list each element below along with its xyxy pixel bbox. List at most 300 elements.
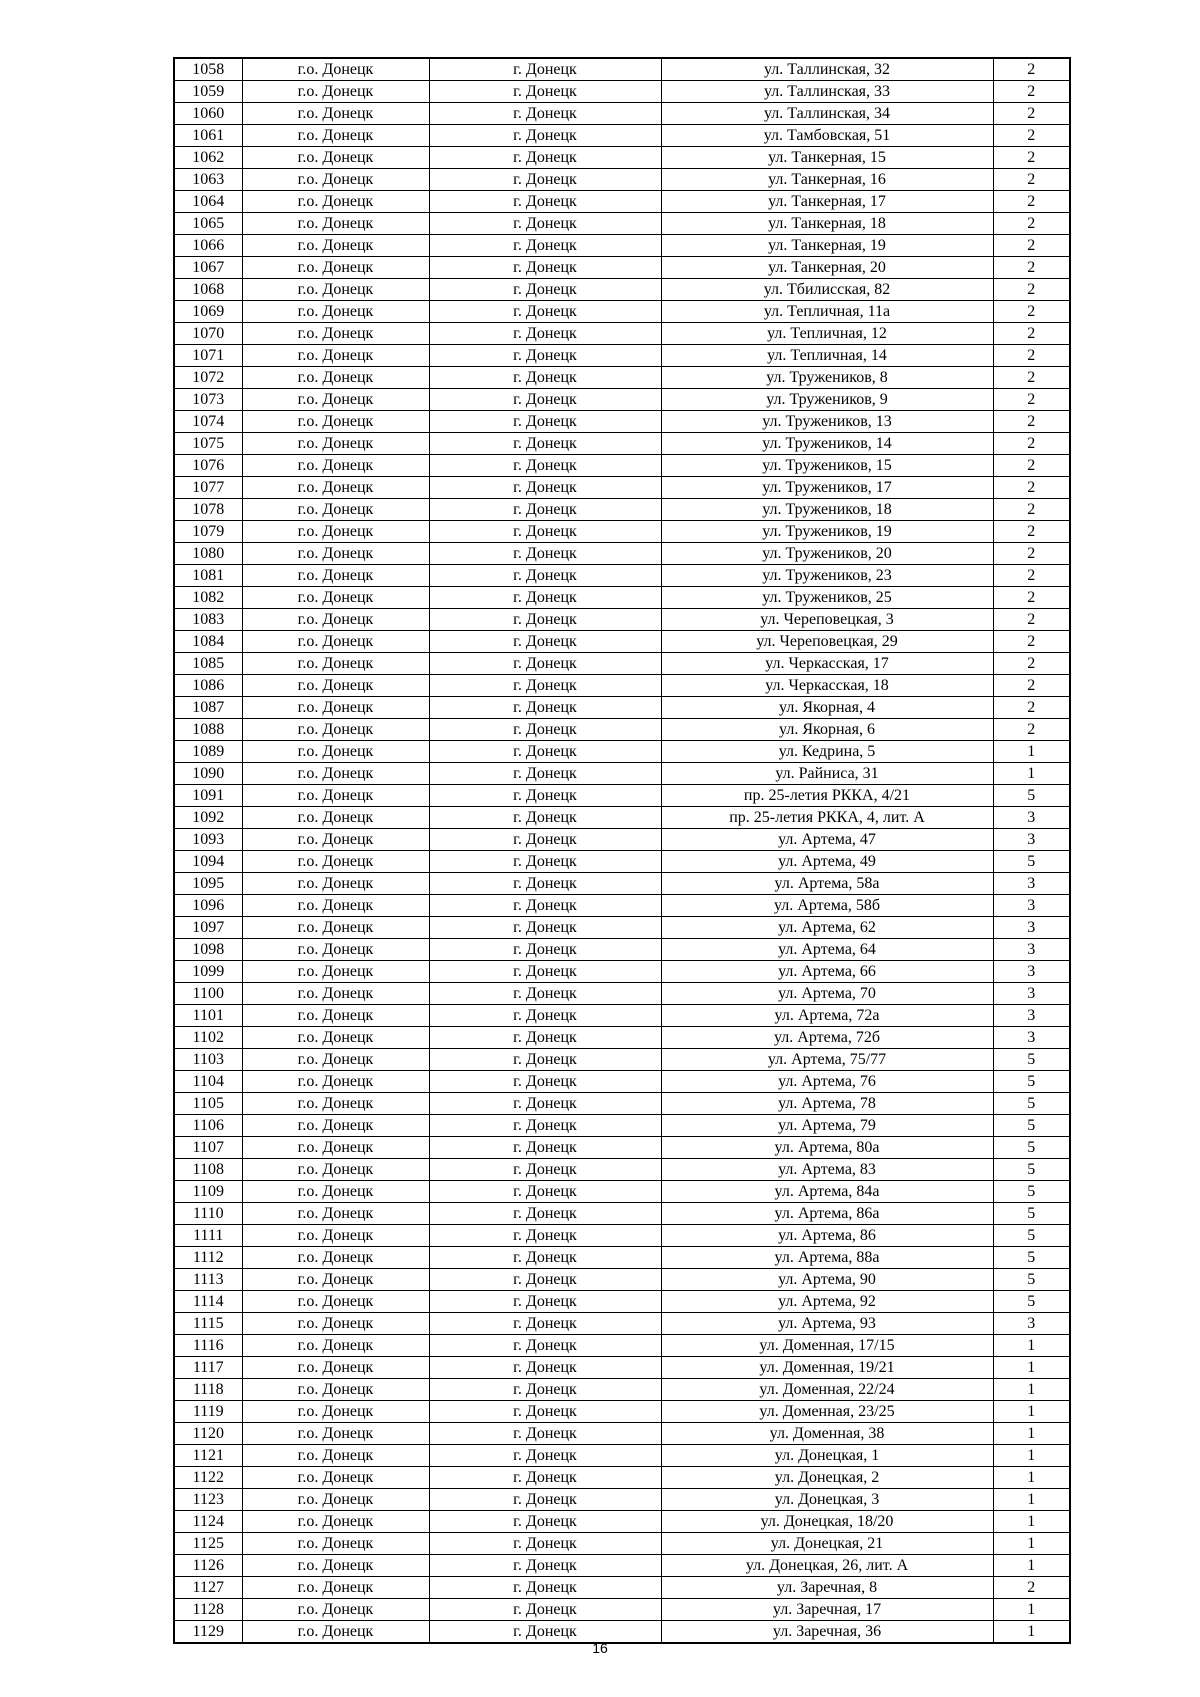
address-cell: ул. Таллинская, 34 — [661, 103, 993, 125]
district-cell: г.о. Донецк — [242, 1247, 429, 1269]
row-number-cell: 1078 — [174, 499, 242, 521]
city-cell: г. Донецк — [429, 675, 661, 697]
district-cell: г.о. Донецк — [242, 323, 429, 345]
count-cell: 5 — [993, 1071, 1070, 1093]
count-cell: 2 — [993, 235, 1070, 257]
city-cell: г. Донецк — [429, 389, 661, 411]
district-cell: г.о. Донецк — [242, 873, 429, 895]
address-table — [173, 57, 1071, 1644]
district-cell: г.о. Донецк — [242, 367, 429, 389]
address-cell: ул. Артема, 72б — [661, 1027, 993, 1049]
district-cell: г.о. Донецк — [242, 565, 429, 587]
row-number-cell: 1094 — [174, 851, 242, 873]
count-cell: 2 — [993, 323, 1070, 345]
city-cell: г. Донецк — [429, 1467, 661, 1489]
row-number-cell: 1066 — [174, 235, 242, 257]
address-cell: ул. Артема, 79 — [661, 1115, 993, 1137]
table-row — [174, 1115, 1070, 1137]
table-row — [174, 125, 1070, 147]
district-cell: г.о. Донецк — [242, 1445, 429, 1467]
row-number-cell: 1098 — [174, 939, 242, 961]
address-cell: ул. Артема, 80а — [661, 1137, 993, 1159]
city-cell: г. Донецк — [429, 1335, 661, 1357]
count-cell: 1 — [993, 1599, 1070, 1621]
address-cell: ул. Кедрина, 5 — [661, 741, 993, 763]
row-number-cell: 1089 — [174, 741, 242, 763]
city-cell: г. Донецк — [429, 851, 661, 873]
table-row — [174, 169, 1070, 191]
address-cell: ул. Тружеников, 25 — [661, 587, 993, 609]
table-row — [174, 147, 1070, 169]
city-cell: г. Донецк — [429, 829, 661, 851]
count-cell: 2 — [993, 103, 1070, 125]
address-cell: ул. Заречная, 8 — [661, 1577, 993, 1599]
count-cell: 5 — [993, 1291, 1070, 1313]
address-cell: ул. Тружеников, 9 — [661, 389, 993, 411]
table-row — [174, 257, 1070, 279]
city-cell: г. Донецк — [429, 543, 661, 565]
count-cell: 2 — [993, 81, 1070, 103]
district-cell: г.о. Донецк — [242, 1181, 429, 1203]
row-number-cell: 1071 — [174, 345, 242, 367]
city-cell: г. Донецк — [429, 1225, 661, 1247]
table-row — [174, 1577, 1070, 1599]
count-cell: 3 — [993, 961, 1070, 983]
address-cell: ул. Артема, 49 — [661, 851, 993, 873]
row-number-cell: 1127 — [174, 1577, 242, 1599]
address-cell: ул. Донецкая, 2 — [661, 1467, 993, 1489]
count-cell: 2 — [993, 257, 1070, 279]
district-cell: г.о. Донецк — [242, 213, 429, 235]
district-cell: г.о. Донецк — [242, 917, 429, 939]
count-cell: 1 — [993, 1335, 1070, 1357]
city-cell: г. Донецк — [429, 1291, 661, 1313]
city-cell: г. Донецк — [429, 565, 661, 587]
count-cell: 3 — [993, 1005, 1070, 1027]
table-row — [174, 1181, 1070, 1203]
count-cell: 2 — [993, 433, 1070, 455]
row-number-cell: 1068 — [174, 279, 242, 301]
city-cell: г. Донецк — [429, 1423, 661, 1445]
table-body — [174, 58, 1070, 1643]
row-number-cell: 1090 — [174, 763, 242, 785]
address-cell: ул. Артема, 72а — [661, 1005, 993, 1027]
address-cell: ул. Тепличная, 11а — [661, 301, 993, 323]
district-cell: г.о. Донецк — [242, 763, 429, 785]
district-cell: г.о. Донецк — [242, 587, 429, 609]
row-number-cell: 1058 — [174, 58, 242, 81]
district-cell: г.о. Донецк — [242, 58, 429, 81]
count-cell: 1 — [993, 763, 1070, 785]
table-row — [174, 1269, 1070, 1291]
table-row — [174, 1071, 1070, 1093]
city-cell: г. Донецк — [429, 191, 661, 213]
address-cell: ул. Артема, 70 — [661, 983, 993, 1005]
count-cell: 2 — [993, 675, 1070, 697]
city-cell: г. Донецк — [429, 961, 661, 983]
count-cell: 2 — [993, 389, 1070, 411]
address-cell: ул. Танкерная, 19 — [661, 235, 993, 257]
city-cell: г. Донецк — [429, 1181, 661, 1203]
row-number-cell: 1095 — [174, 873, 242, 895]
district-cell: г.о. Донецк — [242, 235, 429, 257]
district-cell: г.о. Донецк — [242, 433, 429, 455]
address-cell: пр. 25-летия РККА, 4, лит. А — [661, 807, 993, 829]
count-cell: 2 — [993, 499, 1070, 521]
address-cell: ул. Артема, 64 — [661, 939, 993, 961]
table-row — [174, 653, 1070, 675]
row-number-cell: 1129 — [174, 1621, 242, 1644]
table-row — [174, 917, 1070, 939]
city-cell: г. Донецк — [429, 367, 661, 389]
count-cell: 2 — [993, 609, 1070, 631]
count-cell: 3 — [993, 895, 1070, 917]
table-row — [174, 499, 1070, 521]
count-cell: 2 — [993, 631, 1070, 653]
district-cell: г.о. Донецк — [242, 1049, 429, 1071]
count-cell: 1 — [993, 1445, 1070, 1467]
table-row — [174, 323, 1070, 345]
row-number-cell: 1077 — [174, 477, 242, 499]
city-cell: г. Донецк — [429, 631, 661, 653]
city-cell: г. Донецк — [429, 1071, 661, 1093]
city-cell: г. Донецк — [429, 983, 661, 1005]
table-row — [174, 1247, 1070, 1269]
table-row — [174, 1357, 1070, 1379]
row-number-cell: 1087 — [174, 697, 242, 719]
row-number-cell: 1107 — [174, 1137, 242, 1159]
address-cell: ул. Таллинская, 32 — [661, 58, 993, 81]
city-cell: г. Донецк — [429, 1577, 661, 1599]
city-cell: г. Донецк — [429, 1445, 661, 1467]
row-number-cell: 1128 — [174, 1599, 242, 1621]
district-cell: г.о. Донецк — [242, 1577, 429, 1599]
district-cell: г.о. Донецк — [242, 257, 429, 279]
count-cell: 2 — [993, 455, 1070, 477]
count-cell: 5 — [993, 1225, 1070, 1247]
row-number-cell: 1113 — [174, 1269, 242, 1291]
district-cell: г.о. Донецк — [242, 411, 429, 433]
table-row — [174, 1335, 1070, 1357]
row-number-cell: 1093 — [174, 829, 242, 851]
row-number-cell: 1123 — [174, 1489, 242, 1511]
table-row — [174, 895, 1070, 917]
table-row — [174, 1159, 1070, 1181]
count-cell: 2 — [993, 411, 1070, 433]
address-cell: ул. Заречная, 36 — [661, 1621, 993, 1644]
count-cell: 3 — [993, 939, 1070, 961]
district-cell: г.о. Донецк — [242, 1071, 429, 1093]
table-row — [174, 983, 1070, 1005]
row-number-cell: 1082 — [174, 587, 242, 609]
address-cell: ул. Тружеников, 19 — [661, 521, 993, 543]
district-cell: г.о. Донецк — [242, 1225, 429, 1247]
row-number-cell: 1064 — [174, 191, 242, 213]
district-cell: г.о. Донецк — [242, 631, 429, 653]
count-cell: 2 — [993, 587, 1070, 609]
table-row — [174, 81, 1070, 103]
table-row — [174, 763, 1070, 785]
row-number-cell: 1117 — [174, 1357, 242, 1379]
table-row — [174, 235, 1070, 257]
city-cell: г. Донецк — [429, 873, 661, 895]
address-cell: ул. Донецкая, 1 — [661, 1445, 993, 1467]
district-cell: г.о. Донецк — [242, 1269, 429, 1291]
address-cell: ул. Доменная, 38 — [661, 1423, 993, 1445]
city-cell: г. Донецк — [429, 1533, 661, 1555]
row-number-cell: 1110 — [174, 1203, 242, 1225]
district-cell: г.о. Донецк — [242, 1599, 429, 1621]
address-cell: ул. Тружеников, 13 — [661, 411, 993, 433]
count-cell: 5 — [993, 851, 1070, 873]
count-cell: 2 — [993, 697, 1070, 719]
district-cell: г.о. Донецк — [242, 279, 429, 301]
city-cell: г. Донецк — [429, 1203, 661, 1225]
address-cell: ул. Тбилисская, 82 — [661, 279, 993, 301]
row-number-cell: 1100 — [174, 983, 242, 1005]
district-cell: г.о. Донецк — [242, 697, 429, 719]
district-cell: г.о. Донецк — [242, 785, 429, 807]
city-cell: г. Донецк — [429, 1599, 661, 1621]
table-row — [174, 1203, 1070, 1225]
row-number-cell: 1065 — [174, 213, 242, 235]
district-cell: г.о. Донецк — [242, 543, 429, 565]
district-cell: г.о. Донецк — [242, 1335, 429, 1357]
table-row — [174, 279, 1070, 301]
address-cell: ул. Доменная, 19/21 — [661, 1357, 993, 1379]
table-row — [174, 1489, 1070, 1511]
address-cell: ул. Артема, 93 — [661, 1313, 993, 1335]
row-number-cell: 1116 — [174, 1335, 242, 1357]
row-number-cell: 1069 — [174, 301, 242, 323]
count-cell: 1 — [993, 1489, 1070, 1511]
count-cell: 2 — [993, 125, 1070, 147]
address-cell: ул. Тепличная, 12 — [661, 323, 993, 345]
district-cell: г.о. Донецк — [242, 1379, 429, 1401]
row-number-cell: 1112 — [174, 1247, 242, 1269]
address-cell: ул. Тружеников, 18 — [661, 499, 993, 521]
table-row — [174, 1291, 1070, 1313]
count-cell: 2 — [993, 279, 1070, 301]
city-cell: г. Донецк — [429, 1313, 661, 1335]
address-cell: ул. Тружеников, 8 — [661, 367, 993, 389]
table-row — [174, 1533, 1070, 1555]
table-row — [174, 1445, 1070, 1467]
table-row — [174, 1005, 1070, 1027]
address-cell: ул. Якорная, 6 — [661, 719, 993, 741]
district-cell: г.о. Донецк — [242, 829, 429, 851]
count-cell: 5 — [993, 1203, 1070, 1225]
row-number-cell: 1074 — [174, 411, 242, 433]
count-cell: 2 — [993, 543, 1070, 565]
table-row — [174, 1313, 1070, 1335]
district-cell: г.о. Донецк — [242, 807, 429, 829]
count-cell: 5 — [993, 1137, 1070, 1159]
address-cell: ул. Тружеников, 20 — [661, 543, 993, 565]
district-cell: г.о. Донецк — [242, 301, 429, 323]
address-cell: ул. Артема, 86а — [661, 1203, 993, 1225]
count-cell: 1 — [993, 1467, 1070, 1489]
count-cell: 1 — [993, 1357, 1070, 1379]
address-cell: ул. Донецкая, 21 — [661, 1533, 993, 1555]
count-cell: 3 — [993, 983, 1070, 1005]
address-cell: ул. Тепличная, 14 — [661, 345, 993, 367]
address-cell: ул. Тружеников, 15 — [661, 455, 993, 477]
row-number-cell: 1081 — [174, 565, 242, 587]
address-cell: ул. Донецкая, 18/20 — [661, 1511, 993, 1533]
address-cell: ул. Тружеников, 23 — [661, 565, 993, 587]
city-cell: г. Донецк — [429, 147, 661, 169]
count-cell: 1 — [993, 1423, 1070, 1445]
count-cell: 2 — [993, 477, 1070, 499]
city-cell: г. Донецк — [429, 1357, 661, 1379]
city-cell: г. Донецк — [429, 499, 661, 521]
city-cell: г. Донецк — [429, 58, 661, 81]
row-number-cell: 1096 — [174, 895, 242, 917]
table-row — [174, 1511, 1070, 1533]
address-cell: ул. Артема, 84а — [661, 1181, 993, 1203]
table-row — [174, 565, 1070, 587]
city-cell: г. Донецк — [429, 1093, 661, 1115]
row-number-cell: 1086 — [174, 675, 242, 697]
row-number-cell: 1109 — [174, 1181, 242, 1203]
count-cell: 3 — [993, 1313, 1070, 1335]
row-number-cell: 1115 — [174, 1313, 242, 1335]
table-row — [174, 1423, 1070, 1445]
district-cell: г.о. Донецк — [242, 1137, 429, 1159]
table-row — [174, 58, 1070, 81]
city-cell: г. Донецк — [429, 455, 661, 477]
district-cell: г.о. Донецк — [242, 1115, 429, 1137]
district-cell: г.о. Донецк — [242, 1203, 429, 1225]
city-cell: г. Донецк — [429, 1137, 661, 1159]
count-cell: 5 — [993, 1247, 1070, 1269]
row-number-cell: 1084 — [174, 631, 242, 653]
city-cell: г. Донецк — [429, 521, 661, 543]
district-cell: г.о. Донецк — [242, 1555, 429, 1577]
row-number-cell: 1097 — [174, 917, 242, 939]
city-cell: г. Донецк — [429, 939, 661, 961]
district-cell: г.о. Донецк — [242, 1357, 429, 1379]
count-cell: 3 — [993, 917, 1070, 939]
district-cell: г.о. Донецк — [242, 983, 429, 1005]
address-cell: ул. Танкерная, 16 — [661, 169, 993, 191]
table-row — [174, 807, 1070, 829]
city-cell: г. Донецк — [429, 1401, 661, 1423]
district-cell: г.о. Донецк — [242, 1511, 429, 1533]
city-cell: г. Донецк — [429, 169, 661, 191]
row-number-cell: 1119 — [174, 1401, 242, 1423]
table-row — [174, 477, 1070, 499]
row-number-cell: 1124 — [174, 1511, 242, 1533]
table-row — [174, 1401, 1070, 1423]
city-cell: г. Донецк — [429, 411, 661, 433]
address-cell: пр. 25-летия РККА, 4/21 — [661, 785, 993, 807]
count-cell: 3 — [993, 873, 1070, 895]
district-cell: г.о. Донецк — [242, 81, 429, 103]
district-cell: г.о. Донецк — [242, 1093, 429, 1115]
page-number: 16 — [592, 1640, 608, 1656]
table-row — [174, 873, 1070, 895]
city-cell: г. Донецк — [429, 235, 661, 257]
count-cell: 3 — [993, 829, 1070, 851]
table-row — [174, 939, 1070, 961]
city-cell: г. Донецк — [429, 125, 661, 147]
city-cell: г. Донецк — [429, 1511, 661, 1533]
city-cell: г. Донецк — [429, 785, 661, 807]
district-cell: г.о. Донецк — [242, 741, 429, 763]
table-row — [174, 851, 1070, 873]
count-cell: 2 — [993, 213, 1070, 235]
table-row — [174, 103, 1070, 125]
city-cell: г. Донецк — [429, 433, 661, 455]
address-cell: ул. Артема, 76 — [661, 1071, 993, 1093]
row-number-cell: 1122 — [174, 1467, 242, 1489]
address-cell: ул. Тружеников, 14 — [661, 433, 993, 455]
row-number-cell: 1114 — [174, 1291, 242, 1313]
row-number-cell: 1070 — [174, 323, 242, 345]
count-cell: 1 — [993, 741, 1070, 763]
row-number-cell: 1118 — [174, 1379, 242, 1401]
count-cell: 1 — [993, 1555, 1070, 1577]
count-cell: 2 — [993, 345, 1070, 367]
count-cell: 5 — [993, 785, 1070, 807]
district-cell: г.о. Донецк — [242, 1401, 429, 1423]
row-number-cell: 1092 — [174, 807, 242, 829]
district-cell: г.о. Донецк — [242, 1027, 429, 1049]
city-cell: г. Донецк — [429, 345, 661, 367]
city-cell: г. Донецк — [429, 807, 661, 829]
city-cell: г. Донецк — [429, 719, 661, 741]
count-cell: 3 — [993, 1027, 1070, 1049]
district-cell: г.о. Донецк — [242, 1159, 429, 1181]
row-number-cell: 1063 — [174, 169, 242, 191]
district-cell: г.о. Донецк — [242, 521, 429, 543]
city-cell: г. Донецк — [429, 1379, 661, 1401]
row-number-cell: 1108 — [174, 1159, 242, 1181]
row-number-cell: 1073 — [174, 389, 242, 411]
city-cell: г. Донецк — [429, 741, 661, 763]
count-cell: 2 — [993, 719, 1070, 741]
district-cell: г.о. Донецк — [242, 125, 429, 147]
count-cell: 2 — [993, 1577, 1070, 1599]
count-cell: 5 — [993, 1115, 1070, 1137]
city-cell: г. Донецк — [429, 477, 661, 499]
address-cell: ул. Череповецкая, 29 — [661, 631, 993, 653]
row-number-cell: 1085 — [174, 653, 242, 675]
address-cell: ул. Донецкая, 3 — [661, 1489, 993, 1511]
row-number-cell: 1120 — [174, 1423, 242, 1445]
address-cell: ул. Артема, 86 — [661, 1225, 993, 1247]
table-row — [174, 521, 1070, 543]
row-number-cell: 1106 — [174, 1115, 242, 1137]
district-cell: г.о. Донецк — [242, 653, 429, 675]
district-cell: г.о. Донецк — [242, 719, 429, 741]
row-number-cell: 1083 — [174, 609, 242, 631]
count-cell: 1 — [993, 1621, 1070, 1644]
address-cell: ул. Якорная, 4 — [661, 697, 993, 719]
city-cell: г. Донецк — [429, 323, 661, 345]
table-row — [174, 367, 1070, 389]
table-row — [174, 191, 1070, 213]
table-row — [174, 829, 1070, 851]
city-cell: г. Донецк — [429, 1269, 661, 1291]
city-cell: г. Донецк — [429, 213, 661, 235]
table-row — [174, 213, 1070, 235]
table-row — [174, 1379, 1070, 1401]
table-row — [174, 1467, 1070, 1489]
table-row — [174, 719, 1070, 741]
